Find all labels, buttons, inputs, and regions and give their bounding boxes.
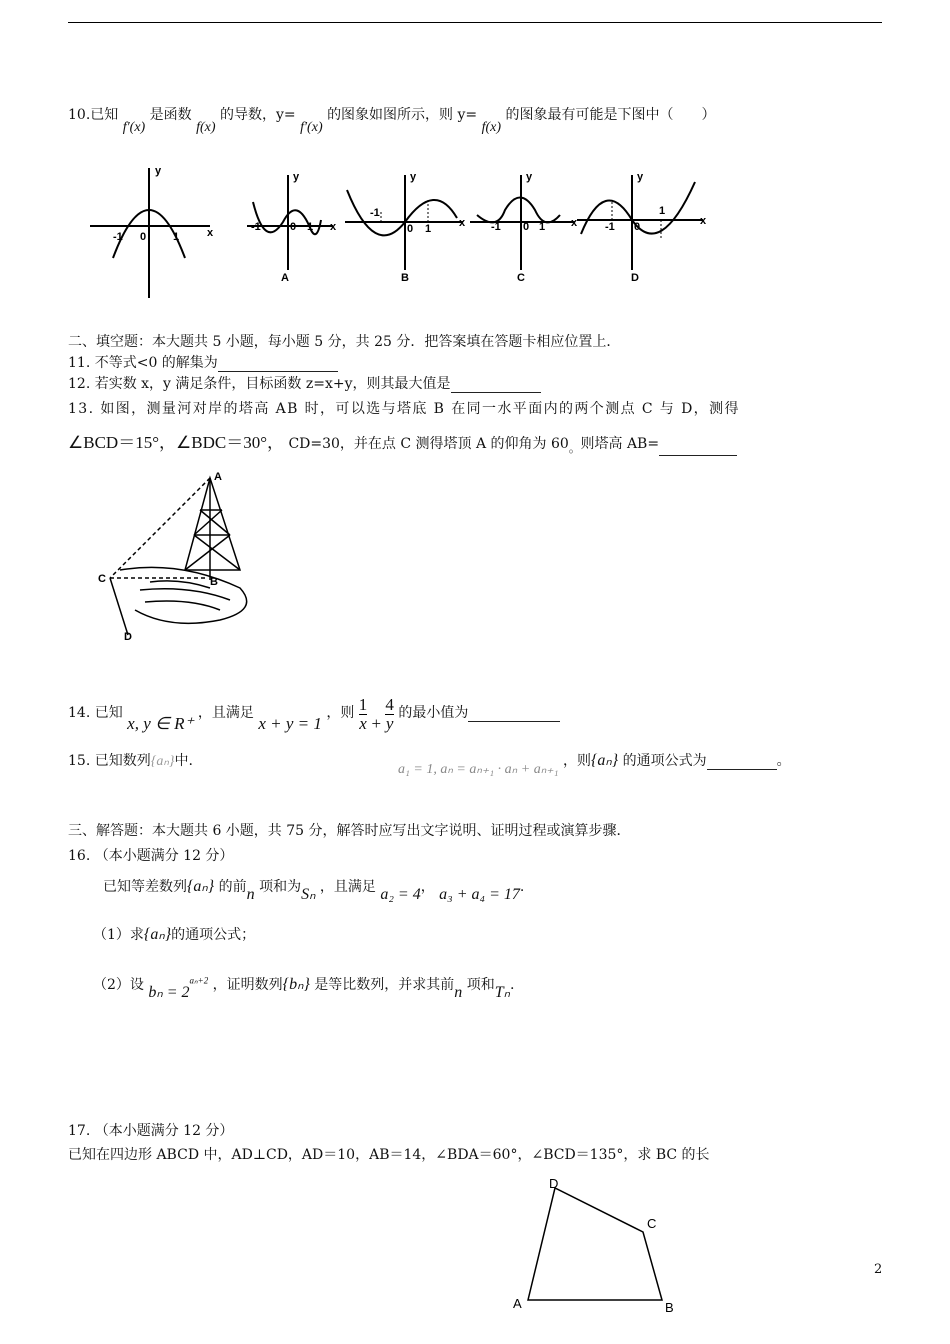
q10-t4: 的图象最有可能是下图中（ ） [505, 107, 716, 123]
q10-t3: 的图象如图所示，则 y= [327, 107, 478, 123]
page-number: 2 [874, 1262, 883, 1277]
graph-label-a: A [281, 272, 289, 284]
q15-text: 15. 已知数列{aₙ}中. [68, 753, 193, 769]
svg-text:x: x [571, 217, 578, 229]
svg-text:0: 0 [523, 221, 530, 233]
vertex-a: A [513, 1296, 522, 1311]
tower-figure [80, 470, 280, 645]
quadrilateral-figure [505, 1170, 695, 1320]
q10-t1: 是函数 [149, 107, 192, 123]
q13-line1: 13. 如图，测量河对岸的塔高 AB 时，可以选与塔底 B 在同一水平面内的两个测点 C 与 D，测得 [68, 401, 740, 417]
svg-text:1: 1 [659, 205, 666, 217]
svg-text:0: 0 [290, 221, 297, 233]
q13-line2: ∠BCD＝15°，∠BDC＝30°， CD=30，并在点 C 测得塔顶 A 的仰角为 $60_。$则塔高 AB= [68, 428, 737, 456]
svg-text:x: x [700, 215, 707, 227]
svg-text:-1: -1 [605, 221, 615, 233]
q14-fraction: $\frac{1}{x}$ + $\frac{4}{y}$ [358, 695, 394, 733]
svg-text:-1: -1 [251, 221, 261, 233]
svg-text:x: x [330, 221, 337, 233]
svg-text:y: y [410, 171, 417, 183]
q17-text: 已知在四边形 ABCD 中，AD⊥CD，AD＝10，AB＝14，∠BDA＝60°，∠BCD＝135°，求 BC 的长 [68, 1147, 710, 1163]
svg-text:-1: -1 [113, 231, 123, 243]
svg-text:y: y [637, 171, 644, 183]
svg-text:A: A [214, 471, 222, 483]
q16-part2: （2）设 $b_n = 2^{a_n+2}$ ，证明数列{bₙ} 是等比数列，并求其前n 项和Tₙ. [93, 975, 515, 1001]
svg-text:x: x [207, 227, 214, 239]
q16-title: 16. （本小题满分 12 分） [68, 848, 234, 864]
svg-text:1: 1 [539, 221, 546, 233]
svg-text:1: 1 [307, 221, 314, 233]
q17-title: 17. （本小题满分 12 分） [68, 1123, 234, 1139]
svg-text:y: y [526, 171, 533, 183]
vertex-d: D [549, 1176, 559, 1191]
q10-fprime: f′(x) [122, 120, 146, 135]
q10-graphs [85, 160, 725, 300]
q15-formula: a₁ = 1, aₙ = aₙ₊₁ · aₙ + aₙ₊₁ ，则{aₙ} 的通项公式为 。 [398, 752, 791, 777]
q11-text: 11. 不等式<0 的解集为 [68, 352, 338, 372]
vertex-c: C [647, 1216, 657, 1231]
svg-text:y: y [155, 165, 162, 177]
q14-text: 14. 已知 x, y ∈ R⁺ ，且满足 x + y = 1 ，则 $\frac{1}{x}$ + $\frac{4}{y}$ 的最小值为 [68, 684, 560, 722]
svg-text:x: x [459, 217, 466, 229]
svg-text:y: y [293, 171, 300, 183]
svg-text:B: B [210, 576, 218, 588]
q10-f-2: f(x) [481, 120, 502, 135]
svg-text:D: D [124, 631, 132, 643]
svg-text:1: 1 [173, 231, 180, 243]
svg-text:1: 1 [425, 223, 432, 235]
svg-text:-1: -1 [370, 207, 380, 219]
vertex-b: B [665, 1300, 674, 1315]
svg-text:0: 0 [407, 223, 414, 235]
svg-text:0: 0 [140, 231, 147, 243]
section2-heading: 二、填空题：本大题共 5 小题，每小题 5 分，共 25 分．把答案填在答题卡相应位置上． [68, 334, 621, 350]
q10-fprime-2: f′(x) [300, 120, 323, 135]
svg-text:-1: -1 [491, 221, 501, 233]
q16-text: 已知等差数列{aₙ} 的前n 项和为Sₙ ，且满足 a₂ = 4， a₃ + a₄ = 17. [103, 878, 525, 903]
q10-number: 10.已知 [68, 107, 119, 123]
section3-heading: 三、解答题：本大题共 6 小题，共 75 分，解答时应写出文字说明、证明过程或演算步骤． [68, 823, 631, 839]
q10-t2: 的导数，y= [220, 107, 296, 123]
q10-text [68, 104, 716, 135]
svg-text:C: C [98, 573, 106, 585]
q16-part1: （1）求{aₙ}的通项公式； [93, 926, 256, 943]
q12-text: 12. 若实数 x，y 满足条件，目标函数 z=x+y，则其最大值是 [68, 373, 541, 393]
header-rule [68, 22, 882, 23]
graph-label-b: B [401, 272, 409, 284]
graph-label-d: D [631, 272, 639, 284]
q10-f: f(x) [196, 120, 216, 135]
graph-label-c: C [517, 272, 525, 284]
svg-text:0: 0 [634, 221, 641, 233]
